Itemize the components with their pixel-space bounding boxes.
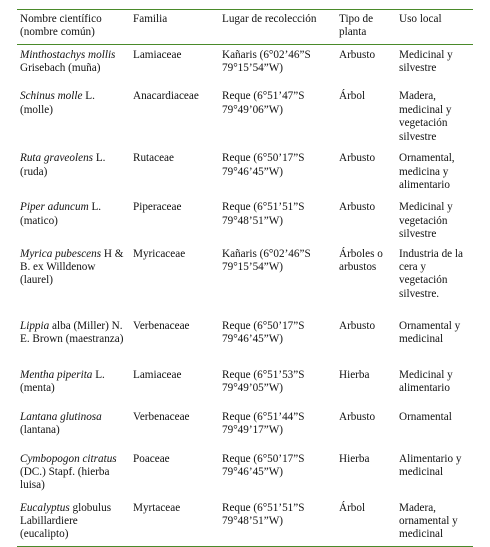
scientific-name-rest: L. (matico) [20,201,102,227]
cell-plant-type: Arbusto [339,48,376,61]
cell-family: Lamiaceae [133,368,182,381]
header-plant-type: Tipo de planta [339,13,374,39]
cell-collection-place: Reque (6°50’17”S 79°46’45”W) [222,452,305,478]
table-header [17,10,473,45]
scientific-name-italic: Eucalyptus [20,501,70,514]
cell-scientific-name [17,244,130,316]
header-local-use: Uso local [399,13,442,25]
table-row [17,148,473,197]
cell-family: Verbenaceae [133,319,190,332]
cell-family: Myricaceae [133,247,186,260]
cell-plant-type: Hierba [339,368,370,381]
cell-scientific-name [17,148,130,197]
scientific-name-rest: Grisebach (muña) [20,62,101,75]
cell-scientific-name [17,197,130,243]
scientific-name-italic: Schinus molle [20,90,83,103]
cell-scientific-name [17,44,130,86]
cell-collection-place: Reque (6°51’53”S 79°49’05”W) [222,368,305,394]
cell-collection-place: Reque (6°51’44”S 79°49’17”W) [222,410,305,436]
cell-local-use: Medicinal y vegetación silvestre [399,201,453,241]
cell-plant-type: Arbusto [339,152,376,165]
cell-local-use: Madera, medicinal y vegetación silvestre [399,90,452,143]
cell-plant-type: Árbol [339,90,366,103]
table-row [17,498,473,547]
scientific-name-italic: Cymbopogon citratus [20,452,117,465]
header-scientific-name: Nombre científico (nombre común) [20,13,102,39]
scientific-name-italic: Minthostachys mollis [20,48,116,61]
table-row [17,244,473,316]
table-row [17,197,473,243]
plant-table [17,9,473,547]
plant-table-container [17,9,473,541]
cell-local-use: Madera, ornamental y medicinal [399,501,458,541]
cell-family: Anacardiaceae [133,90,199,103]
scientific-name-italic: Lippia [20,319,50,332]
cell-local-use: Ornamental, medicina y alimentario [399,152,455,192]
cell-family: Piperaceae [133,201,182,214]
table-row [17,365,473,407]
cell-plant-type: Árbol [339,501,366,514]
scientific-name-rest: L. (molle) [20,90,95,116]
cell-plant-type: Árboles o arbustos [339,247,383,273]
scientific-name-italic: Myrica pubescens [20,247,102,260]
cell-family: Verbenaceae [133,410,190,423]
cell-collection-place: Kañaris (6°02’46”S 79°15’54”W) [222,48,311,75]
cell-collection-place: Reque (6°50’17”S 79°46’45”W) [222,152,305,178]
scientific-name-rest: L. (menta) [20,368,105,394]
cell-collection-place: Reque (6°51’47”S 79°49’06”W) [222,90,305,116]
scientific-name-italic: Lantana glutinosa [20,410,102,423]
scientific-name-italic: Ruta graveolens [20,152,94,165]
cell-plant-type: Arbusto [339,319,376,332]
cell-local-use: Ornamental [399,410,452,423]
scientific-name-rest: H & B. ex Willdenow (laurel) [20,247,124,287]
cell-family: Lamiaceae [133,48,182,61]
table-row [17,407,473,449]
table-row [17,449,473,498]
table-body [17,44,473,546]
cell-collection-place: Reque (6°51’51”S 79°48’51”W) [222,501,305,527]
cell-local-use: Industria de la cera y vegetación silvestre. [399,247,463,300]
header-family: Familia [133,13,168,25]
scientific-name-rest: (lantana) [20,423,60,436]
table-row [17,44,473,86]
table-row [17,316,473,365]
cell-local-use: Alimentario y medicinal [399,452,462,478]
cell-scientific-name [17,365,130,407]
cell-collection-place: Reque (6°50’17”S 79°46’45”W) [222,319,305,345]
scientific-name-rest: alba (Miller) N. E. Brown (maestranza) [20,319,124,345]
cell-local-use: Medicinal y silvestre [399,48,453,75]
cell-local-use: Ornamental y medicinal [399,319,461,345]
scientific-name-rest: globulus Labillardiere (eucalipto) [20,501,112,541]
table-row [17,86,473,148]
cell-scientific-name [17,316,130,365]
scientific-name-rest: L. (ruda) [20,152,106,178]
cell-local-use: Medicinal y alimentario [399,368,453,394]
cell-scientific-name [17,449,130,498]
header-row [17,10,473,45]
cell-scientific-name [17,86,130,148]
cell-scientific-name [17,407,130,449]
cell-collection-place: Reque (6°51’51”S 79°48’51”W) [222,201,305,227]
header-collection-place: Lugar de recolección [222,13,317,25]
scientific-name-italic: Piper aduncum [20,201,89,214]
cell-scientific-name [17,498,130,547]
scientific-name-rest: (DC.) Stapf. (hierba luisa) [20,465,110,492]
cell-collection-place: Kañaris (6°02’46”S 79°15’54”W) [222,247,311,273]
cell-family: Myrtaceae [133,501,181,514]
cell-family: Rutaceae [133,152,174,165]
cell-plant-type: Hierba [339,452,370,465]
cell-family: Poaceae [133,452,170,465]
scientific-name-italic: Mentha piperita [20,368,93,381]
cell-plant-type: Arbusto [339,410,376,423]
cell-plant-type: Arbusto [339,201,376,214]
